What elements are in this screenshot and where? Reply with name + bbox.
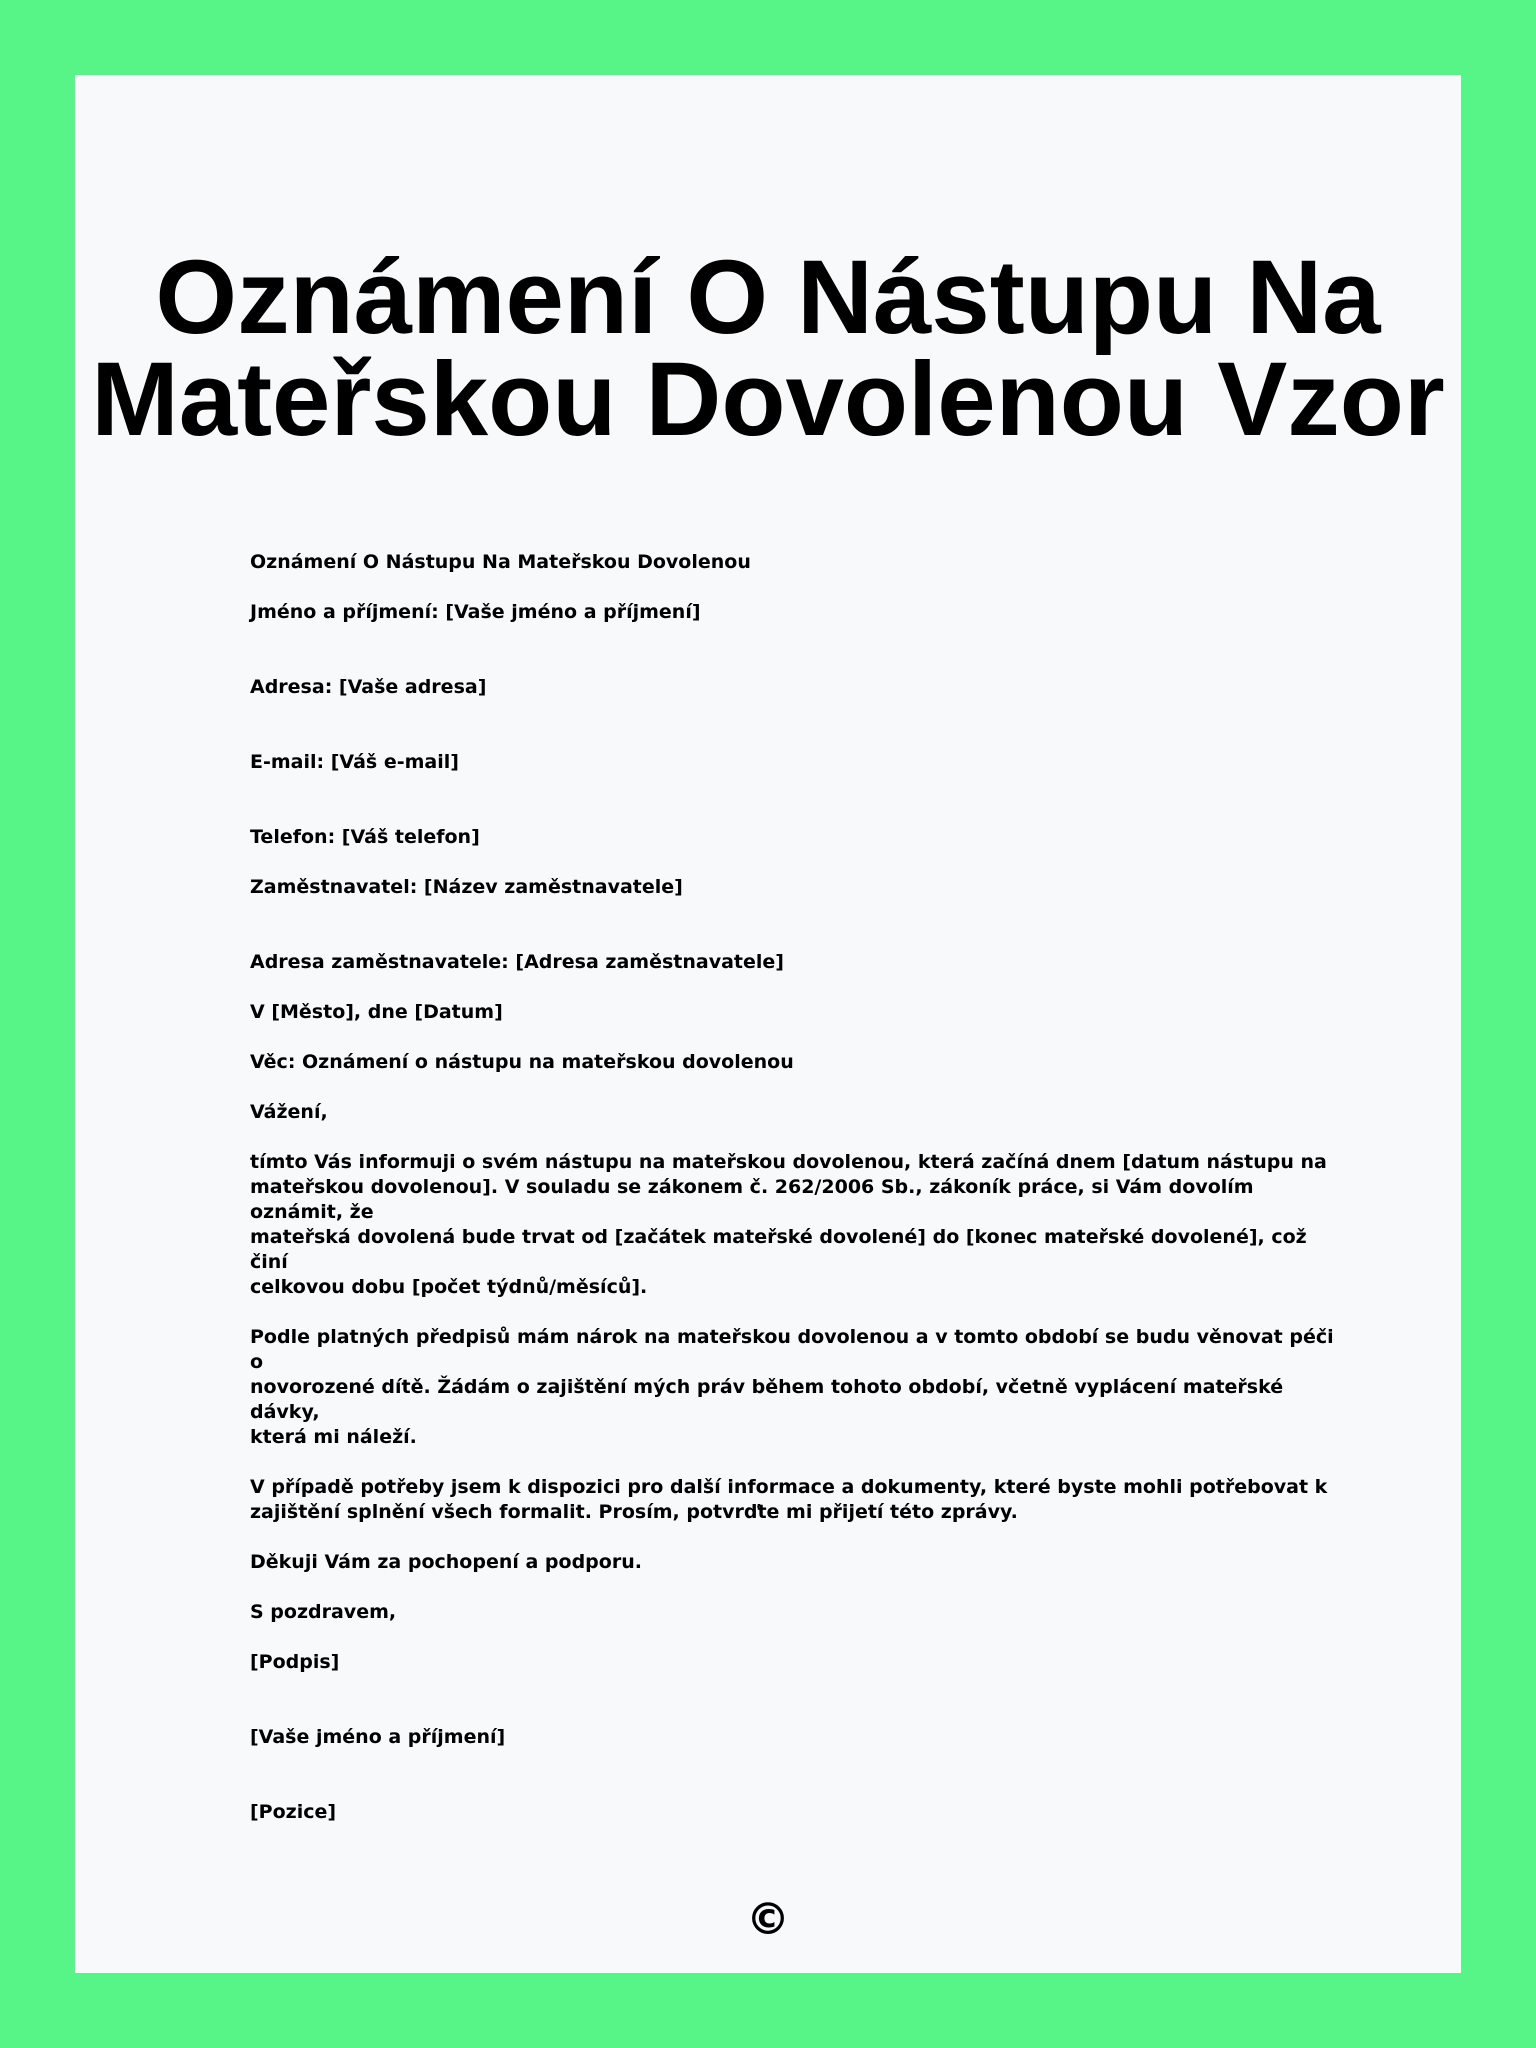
place-date-line: V [Město], dne [Datum]	[250, 1001, 503, 1023]
phone-line: Telefon: [Váš telefon]	[250, 826, 480, 848]
subject-line: Věc: Oznámení o nástupu na mateřskou dovolenou	[250, 1051, 794, 1073]
name-line: Jméno a příjmení: [Vaše jméno a příjmení]	[250, 601, 701, 623]
copyright-icon: ©	[746, 1894, 790, 1945]
closing-line: S pozdravem,	[250, 1601, 397, 1623]
email-line: E-mail: [Váš e-mail]	[250, 751, 459, 773]
salutation: Vážení,	[250, 1101, 328, 1123]
letter-heading: Oznámení O Nástupu Na Mateřskou Dovolenou	[250, 551, 751, 573]
position-line: [Pozice]	[250, 1801, 337, 1823]
employer-line: Zaměstnavatel: [Název zaměstnavatele]	[250, 876, 683, 898]
paragraph-3: V případě potřeby jsem k dispozici pro další informace a dokumenty, které byste mohli potřebovat k zajištění splnění všech formalit. Prosím, potvrďte mi přijetí této zprávy.	[250, 1476, 1328, 1523]
employer-address-line: Adresa zaměstnavatele: [Adresa zaměstnavatele]	[250, 951, 784, 973]
document-title: Oznámení O Nástupu Na Mateřskou Dovolenou Vzor	[91, 239, 1445, 458]
signer-name: [Vaše jméno a příjmení]	[250, 1726, 506, 1748]
paragraph-1: tímto Vás informuji o svém nástupu na mateřskou dovolenou, která začíná dnem [datum nástupu na mateřskou dovolenou]. V souladu se zákonem č. 262/2006 Sb., zákoník práce, si Vám dovolím oznámit, že mateřská dovolená bude trvat od [začátek mateřské dovolené] do [konec mateřské dovolené], což činí celkovou dobu [počet týdnů/měsíců].	[250, 1151, 1327, 1298]
address-line: Adresa: [Vaše adresa]	[250, 676, 487, 698]
signature-placeholder: [Podpis]	[250, 1651, 340, 1673]
thanks-line: Děkuji Vám za pochopení a podporu.	[250, 1551, 642, 1573]
document-page	[75, 75, 1461, 1973]
paragraph-2: Podle platných předpisů mám nárok na mateřskou dovolenou a v tomto období se budu věnovat péči o novorozené dítě. Žádám o zajištění mých práv během tohoto období, včetně vyplácení mateřské dávky, která mi náleží.	[250, 1326, 1334, 1448]
letter-body	[250, 550, 1350, 1850]
